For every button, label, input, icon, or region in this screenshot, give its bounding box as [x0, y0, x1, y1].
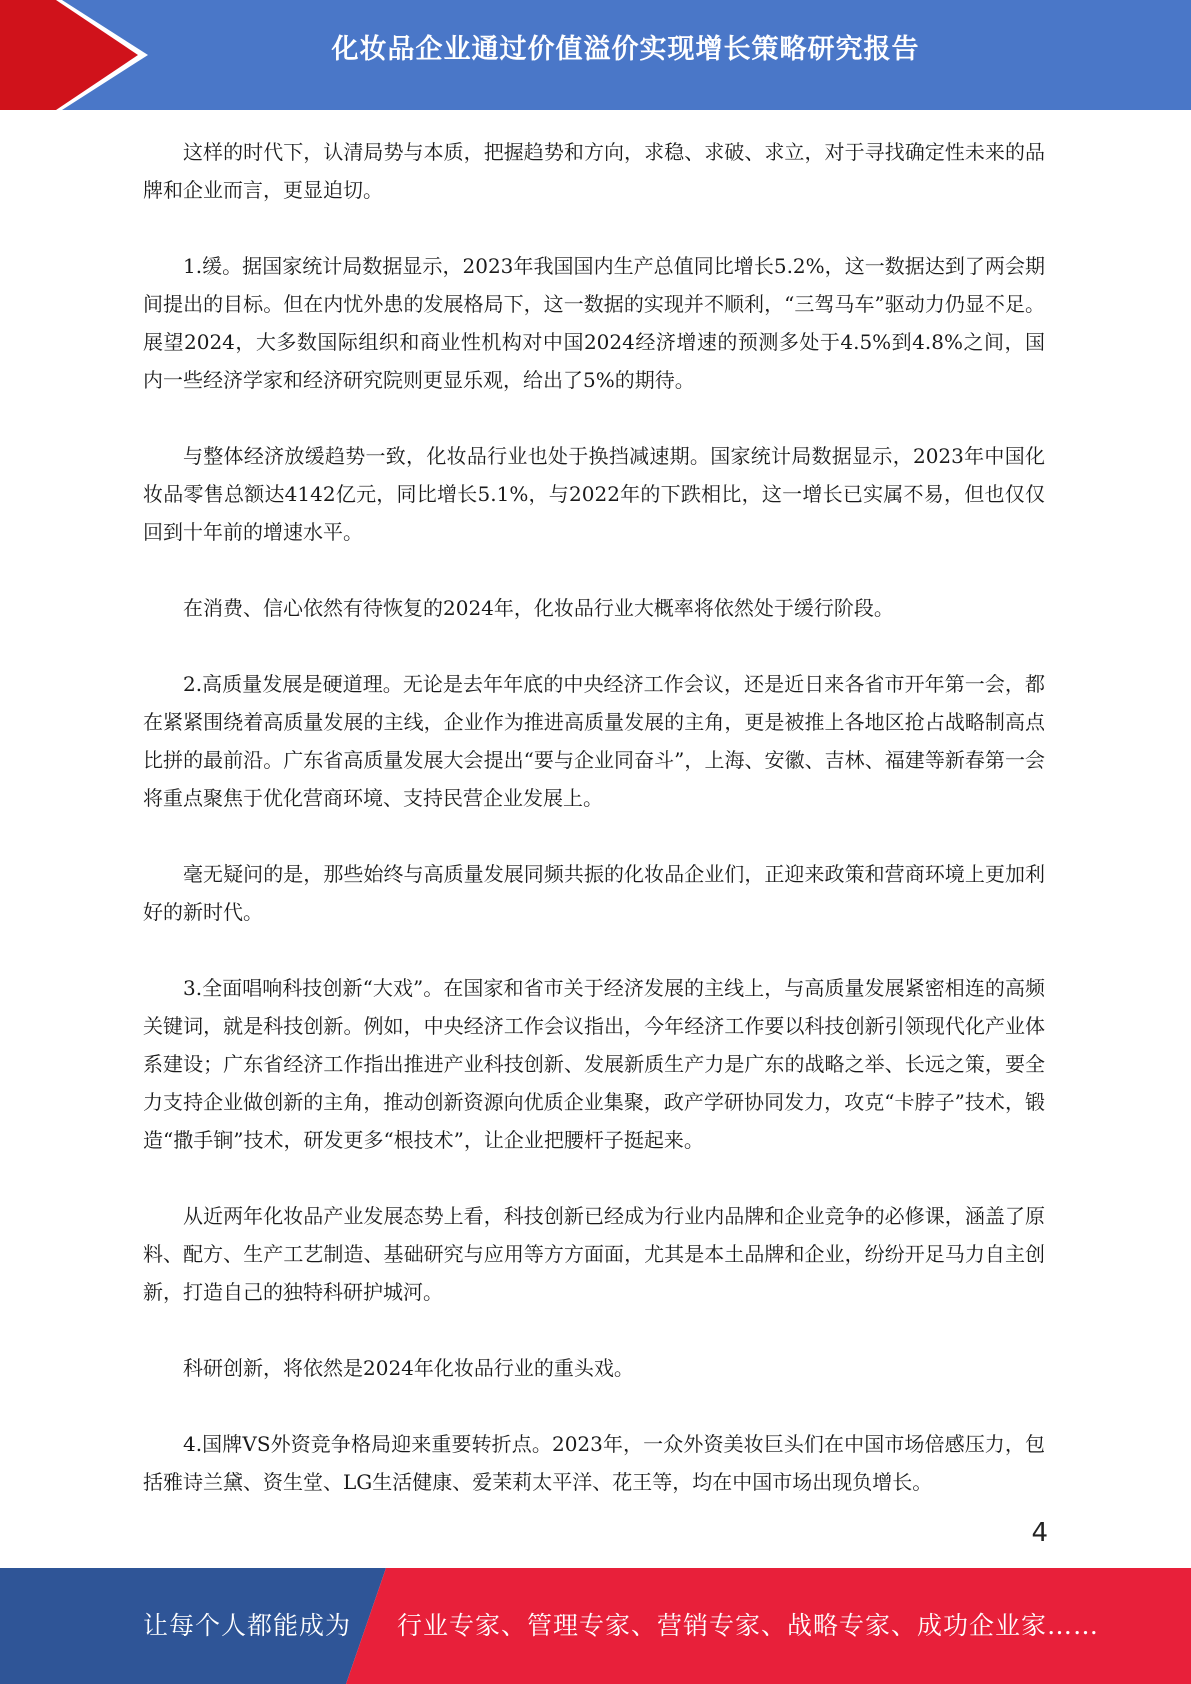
footer-slogan-right: 行业专家、管理专家、营销专家、战略专家、成功企业家…… [397, 1611, 1100, 1640]
page-footer [0, 1568, 1191, 1684]
paragraph: 4.国牌VS外资竞争格局迎来重要转折点。2023年，一众外资美妆巨头们在中国市场倍感压力，包括雅诗兰黛、资生堂、LG生活健康、爱茉莉太平洋、花王等，均在中国市场出现负增长。 [143, 1432, 1045, 1494]
footer-slogan-left: 让每个人都能成为 [143, 1611, 352, 1640]
page-number: 4 [1031, 1518, 1048, 1548]
body-text [143, 133, 1045, 1539]
paragraph: 2.高质量发展是硬道理。无论是去年年底的中央经济工作会议，还是近日来各省市开年第一会，都在紧紧围绕着高质量发展的主线，企业作为推进高质量发展的主角，更是被推上各地区抢占战略制高点比拼的最前沿。广东省高质量发展大会提出“要与企业同奋斗”，上海、安徽、吉林、福建等新春第一会将重点聚焦于优化营商环境、支持民营企业发展上。 [143, 672, 1045, 810]
paragraph: 科研创新，将依然是2024年化妆品行业的重头戏。 [183, 1356, 634, 1380]
report-title: 化妆品企业通过价值溢价实现增长策略研究报告 [331, 34, 920, 65]
paragraph: 这样的时代下，认清局势与本质，把握趋势和方向，求稳、求破、求立，对于寻找确定性未来的品牌和企业而言，更显迫切。 [143, 140, 1045, 202]
paragraph: 与整体经济放缓趋势一致，化妆品行业也处于换挡减速期。国家统计局数据显示，2023年中国化妆品零售总额达4142亿元，同比增长5.1%，与2022年的下跌相比，这一增长已实属不易，但也仅仅回到十年前的增速水平。 [143, 444, 1045, 544]
page-header [0, 0, 1191, 110]
paragraph: 从近两年化妆品产业发展态势上看，科技创新已经成为行业内品牌和企业竞争的必修课，涵盖了原料、配方、生产工艺制造、基础研究与应用等方方面面，尤其是本土品牌和企业，纷纷开足马力自主创新，打造自己的独特科研护城河。 [143, 1204, 1045, 1304]
paragraph: 3.全面唱响科技创新“大戏”。在国家和省市关于经济发展的主线上，与高质量发展紧密相连的高频关键词，就是科技创新。例如，中央经济工作会议指出，今年经济工作要以科技创新引领现代化产业体系建设；广东省经济工作指出推进产业科技创新、发展新质生产力是广东的战略之举、长远之策，要全力支持企业做创新的主角，推动创新资源向优质企业集聚，政产学研协同发力，攻克“卡脖子”技术，锻造“撒手锏”技术，研发更多“根技术”，让企业把腰杆子挺起来。 [143, 976, 1045, 1152]
paragraph: 在消费、信心依然有待恢复的2024年，化妆品行业大概率将依然处于缓行阶段。 [183, 596, 894, 620]
paragraph: 毫无疑问的是，那些始终与高质量发展同频共振的化妆品企业们，正迎来政策和营商环境上更加利好的新时代。 [143, 862, 1045, 924]
paragraph: 1.缓。据国家统计局数据显示，2023年我国国内生产总值同比增长5.2%，这一数据达到了两会期间提出的目标。但在内忧外患的发展格局下，这一数据的实现并不顺利，“三驾马车”驱动力仍显不足。展望2024，大多数国际组织和商业性机构对中国2024经济增速的预测多处于4.5%到4.8%之间，国内一些经济学家和经济研究院则更显乐观，给出了5%的期待。 [143, 254, 1045, 392]
